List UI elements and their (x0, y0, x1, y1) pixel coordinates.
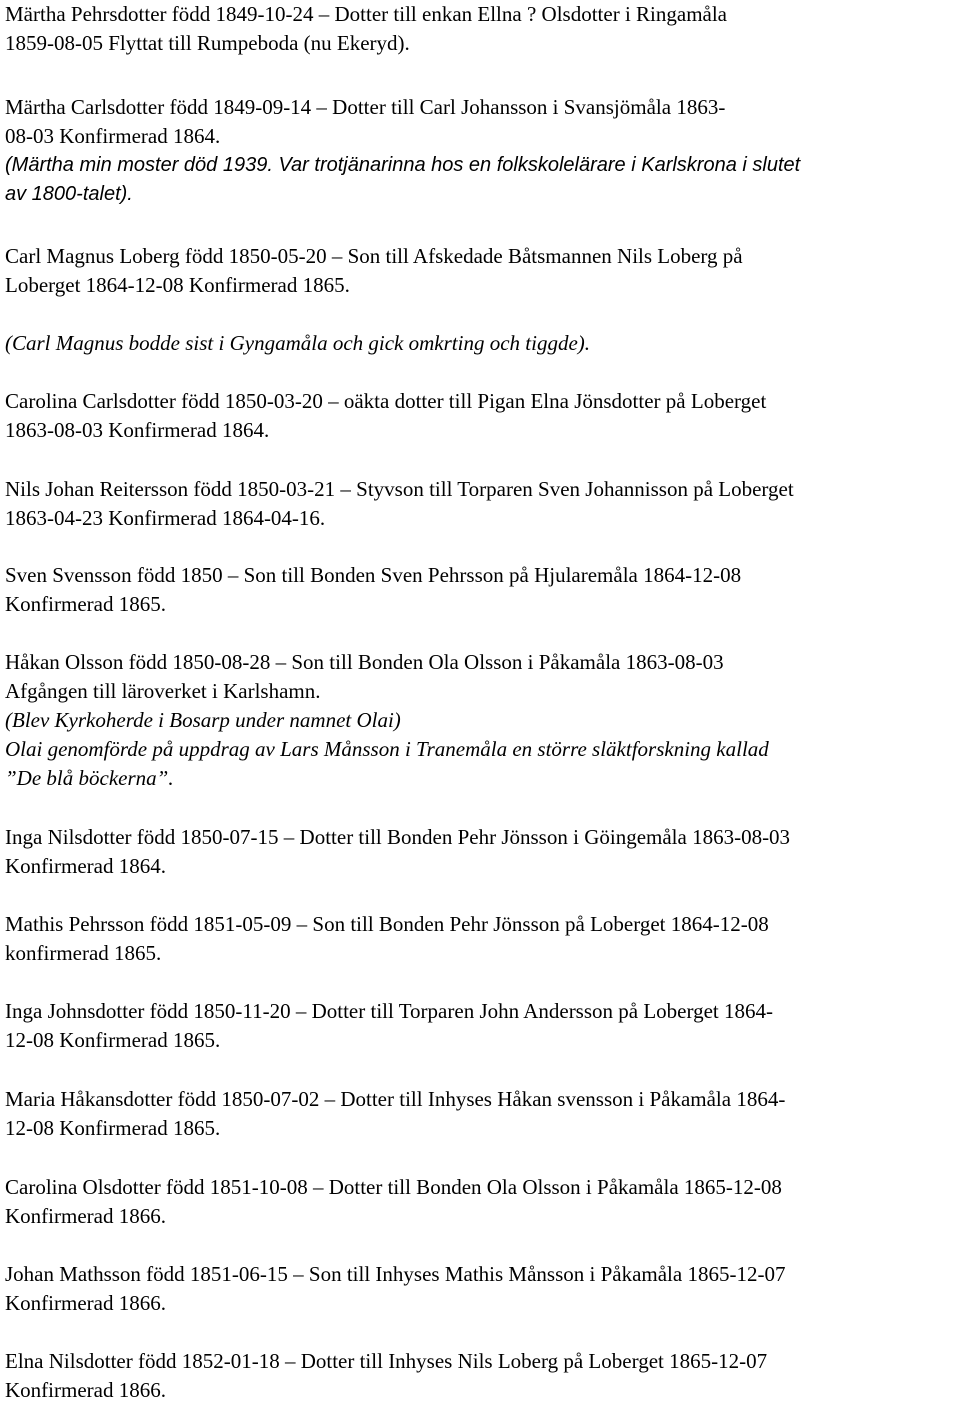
entry-text-line: Afgången till läroverket i Karlshamn. (5, 679, 321, 703)
entry-text-line: Loberget 1864-12-08 Konfirmerad 1865. (5, 273, 350, 297)
entry-text-line: 1859-08-05 Flyttat till Rumpeboda (nu Ekeryd). (5, 31, 410, 55)
entry-inga-johnsdotter (5, 997, 957, 1055)
entry-text-line: Konfirmerad 1866. (5, 1378, 166, 1402)
entry-note-line: (Märtha min moster död 1939. Var trotjänarinna hos en folkskolelärare i Karlskrona i slutet (5, 154, 801, 176)
entry-carolina-carlsdotter (5, 387, 957, 445)
entry-text-line: 08-03 Konfirmerad 1864. (5, 124, 221, 148)
entry-text-line: konfirmerad 1865. (5, 941, 162, 965)
entry-elna-nilsdotter (5, 1347, 957, 1405)
entry-text-line: Johan Mathsson född 1851-06-15 – Son till Inhyses Mathis Månsson i Påkamåla 1865-12-07 (5, 1262, 786, 1286)
entry-text-line: Maria Håkansdotter född 1850-07-02 – Dotter till Inhyses Håkan svensson i Påkamåla 1864- (5, 1087, 786, 1111)
entry-text-line: Carl Magnus Loberg född 1850-05-20 – Son till Afskedade Båtsmannen Nils Loberg på (5, 244, 743, 268)
entry-hakan-olsson (5, 648, 957, 793)
entry-text-line: Märtha Pehrsdotter född 1849-10-24 – Dotter till enkan Ellna ? Olsdotter i Ringamåla (5, 2, 727, 26)
entry-text-line: 1863-04-23 Konfirmerad 1864-04-16. (5, 506, 326, 530)
entry-sven-svensson (5, 561, 957, 619)
entry-note-line: av 1800-talet). (5, 183, 133, 205)
entry-mathis-pehrsson (5, 910, 957, 968)
entry-note-carl-magnus (5, 329, 957, 358)
entry-martha-carlsdotter (5, 93, 957, 209)
entry-martha-pehrsdotter (5, 0, 957, 58)
entry-carl-magnus-loberg (5, 242, 957, 300)
entry-text-line: 12-08 Konfirmerad 1865. (5, 1028, 221, 1052)
entry-note-line: Olai genomförde på uppdrag av Lars Månsson i Tranemåla en större släktforskning kallad (5, 737, 769, 761)
entry-note-line: (Carl Magnus bodde sist i Gyngamåla och gick omkrting och tiggde). (5, 331, 591, 355)
entry-text-line: Konfirmerad 1866. (5, 1204, 166, 1228)
entry-text-line: Märtha Carlsdotter född 1849-09-14 – Dotter till Carl Johansson i Svansjömåla 1863- (5, 95, 726, 119)
entry-nils-johan-reitersson (5, 475, 957, 533)
entry-text-line: Håkan Olsson född 1850-08-28 – Son till Bonden Ola Olsson i Påkamåla 1863-08-03 (5, 650, 724, 674)
entry-text-line: Mathis Pehrsson född 1851-05-09 – Son till Bonden Pehr Jönsson på Loberget 1864-12-08 (5, 912, 769, 936)
entry-text-line: 12-08 Konfirmerad 1865. (5, 1116, 221, 1140)
entry-text-line: Konfirmerad 1866. (5, 1291, 166, 1315)
entry-text-line: Konfirmerad 1865. (5, 592, 166, 616)
entry-text-line: Konfirmerad 1864. (5, 854, 166, 878)
entry-text-line: Nils Johan Reitersson född 1850-03-21 – Styvson till Torparen Sven Johannisson på Loberget (5, 477, 794, 501)
entry-johan-mathsson (5, 1260, 957, 1318)
entry-inga-nilsdotter (5, 823, 957, 881)
entry-text-line: Carolina Olsdotter född 1851-10-08 – Dotter till Bonden Ola Olsson i Påkamåla 1865-12-08 (5, 1175, 782, 1199)
entry-note-line: ”De blå böckerna”. (5, 766, 174, 790)
entry-maria-hakansdotter (5, 1085, 957, 1143)
entry-carolina-olsdotter (5, 1173, 957, 1231)
entry-text-line: Sven Svensson född 1850 – Son till Bonden Sven Pehrsson på Hjularemåla 1864-12-08 (5, 563, 742, 587)
entry-text-line: 1863-08-03 Konfirmerad 1864. (5, 418, 270, 442)
entry-text-line: Elna Nilsdotter född 1852-01-18 – Dotter till Inhyses Nils Loberg på Loberget 1865-12-07 (5, 1349, 768, 1373)
entry-note-line: (Blev Kyrkoherde i Bosarp under namnet Olai) (5, 708, 401, 732)
entry-text-line: Carolina Carlsdotter född 1850-03-20 – oäkta dotter till Pigan Elna Jönsdotter på Loberget (5, 389, 767, 413)
entry-text-line: Inga Johnsdotter född 1850-11-20 – Dotter till Torparen John Andersson på Loberget 1864- (5, 999, 774, 1023)
entry-text-line: Inga Nilsdotter född 1850-07-15 – Dotter till Bonden Pehr Jönsson i Göingemåla 1863-08-03 (5, 825, 791, 849)
